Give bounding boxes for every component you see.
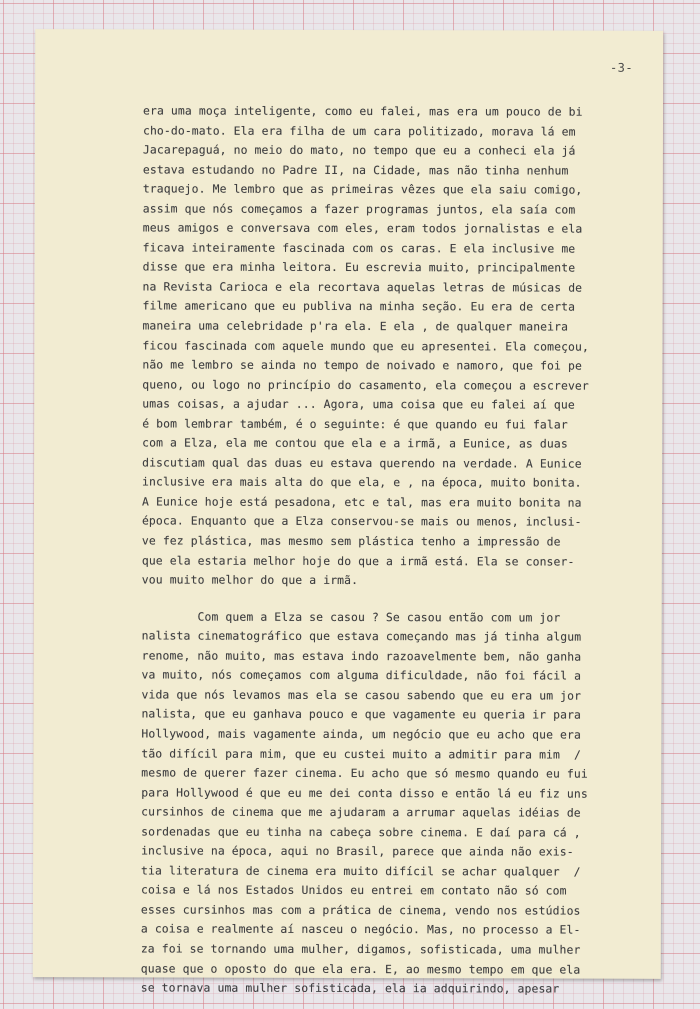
- text-line: ficava inteiramente fascinada com os caras. E ela inclusive me: [142, 240, 576, 256]
- text-line: traquejo. Me lembro que as primeiras vêzes que ela saiu comigo,: [142, 181, 583, 197]
- text-line: se tornava uma mulher sofisticada, ela ia adquirindo, apesar: [140, 980, 560, 996]
- text-line: para Hollywood é que eu me dei conta disso e então lá eu fiz uns: [141, 785, 588, 801]
- text-line: discutiam qual das duas eu estava querendo na verdade. A Eunice: [142, 455, 582, 471]
- text-line: vida que nós levamos mas ela se casou sabendo que eu era um jor: [141, 687, 582, 703]
- text-line: filme americano que eu publiva na minha seção. Eu era de certa: [142, 298, 576, 315]
- text-line: Com quem a Elza se casou ? Se casou então com um jor: [141, 609, 561, 625]
- text-line: que ela estaria melhor hoje do que a irmã está. Ela se conser-: [141, 553, 575, 569]
- text-line: A Eunice hoje está pesadona, etc e tal, mas era muito bonita na: [141, 494, 582, 510]
- text-line: nalista cinematográfico que estava começando mas já tinha algum: [141, 628, 582, 644]
- text-line: inclusive na época, aqui no Brasil, parece que ainda não exis-: [141, 843, 574, 859]
- typed-page: [33, 29, 663, 996]
- text-line: assim que nós começamos a fazer programas juntos, ela saía com: [142, 201, 576, 217]
- text-line: quase que o oposto do que ela era. E, ao mesmo tempo em que ela: [140, 960, 581, 977]
- paragraph-gap: [142, 590, 612, 608]
- typed-body: [141, 101, 613, 999]
- text-line: Jacarepaguá, no meio do mato, no tempo que eu a conheci ela já: [142, 142, 576, 158]
- text-line: Hollywood, mais vagamente ainda, um negócio que eu acho que era: [141, 726, 582, 742]
- text-line: nalista, que eu ganhava pouco e que vagamente eu queria ir para: [141, 706, 582, 723]
- text-line: a coisa e realmente aí nasceu o negócio. Mas, no processo a El-: [140, 921, 581, 938]
- text-line: tão difícil para mim, que eu custei muito a admitir para mim /: [141, 745, 581, 762]
- text-line: ficou fascinada com aquele mundo que eu apresentei. Ela começou,: [142, 338, 590, 354]
- text-line: coisa e lá nos Estados Unidos eu entrei em contato não só com: [140, 882, 567, 898]
- text-line: época. Enquanto que a Elza conservou-se mais ou menos, inclusi-: [141, 513, 582, 530]
- text-line: vou muito melhor do que a irmã.: [141, 572, 359, 588]
- text-line: disse que era minha leitora. Eu escrevia muito, principalmente: [142, 259, 576, 275]
- text-line: meus amigos e conversava com eles, eram todos jornalistas e ela: [142, 220, 583, 236]
- text-line: é bom lembrar também, é o seguinte: é que quando eu fui falar: [142, 416, 568, 432]
- text-line: cursinhos de cinema que me ajudaram a arrumar aquelas idéias de: [141, 804, 581, 820]
- text-line: com a Elza, ela me contou que ela e a irmã, a Eunice, as duas: [142, 435, 568, 451]
- text-line: esses cursinhos mas com a prática de cinema, vendo nos estúdios: [140, 902, 581, 918]
- text-line: não me lembro se ainda no tempo de noivado e namoro, que foi pe: [142, 357, 582, 373]
- text-line: na Revista Carioca e ela recortava aquelas letras de músicas de: [142, 279, 583, 295]
- page-number: -3-: [609, 60, 634, 75]
- text-line: za foi se tornando uma mulher, digamos, sofisticada, uma mulher: [140, 941, 581, 957]
- text-line: sordenadas que eu tinha na cabeça sobre cinema. E daí para cá ,: [141, 824, 581, 840]
- text-line: era uma moça inteligente, como eu falei, mas era um pouco de bi: [143, 103, 583, 119]
- text-line: tia literatura de cinema era muito difícil se achar qualquer /: [141, 863, 581, 879]
- text-line: renome, não muito, mas estava indo razoavelmente bem, não ganha: [141, 648, 582, 664]
- text-line: maneira uma celebridade p'ra ela. E ela , de qualquer maneira: [142, 318, 569, 334]
- text-line: queno, ou logo no princípio do casamento, ela começou a escrever: [142, 377, 589, 393]
- text-line: cho-do-mato. Ela era filha de um cara politizado, morava lá em: [142, 123, 576, 139]
- text-line: inclusive era mais alta do que ela, e , na época, muito bonita.: [142, 474, 582, 491]
- text-line: estava estudando no Padre II, na Cidade, mas não tinha nenhum: [142, 162, 569, 178]
- text-line: umas coisas, a ajudar ... Agora, uma coisa que eu falei aí que: [142, 396, 575, 412]
- text-line: va muito, nós começamos com alguma dificuldade, não foi fácil a: [141, 667, 582, 683]
- text-line: ve fez plástica, mas mesmo sem plástica tenho a impressão de: [141, 533, 561, 549]
- text-line: mesmo de querer fazer cinema. Eu acho que só mesmo quando eu fui: [141, 765, 588, 781]
